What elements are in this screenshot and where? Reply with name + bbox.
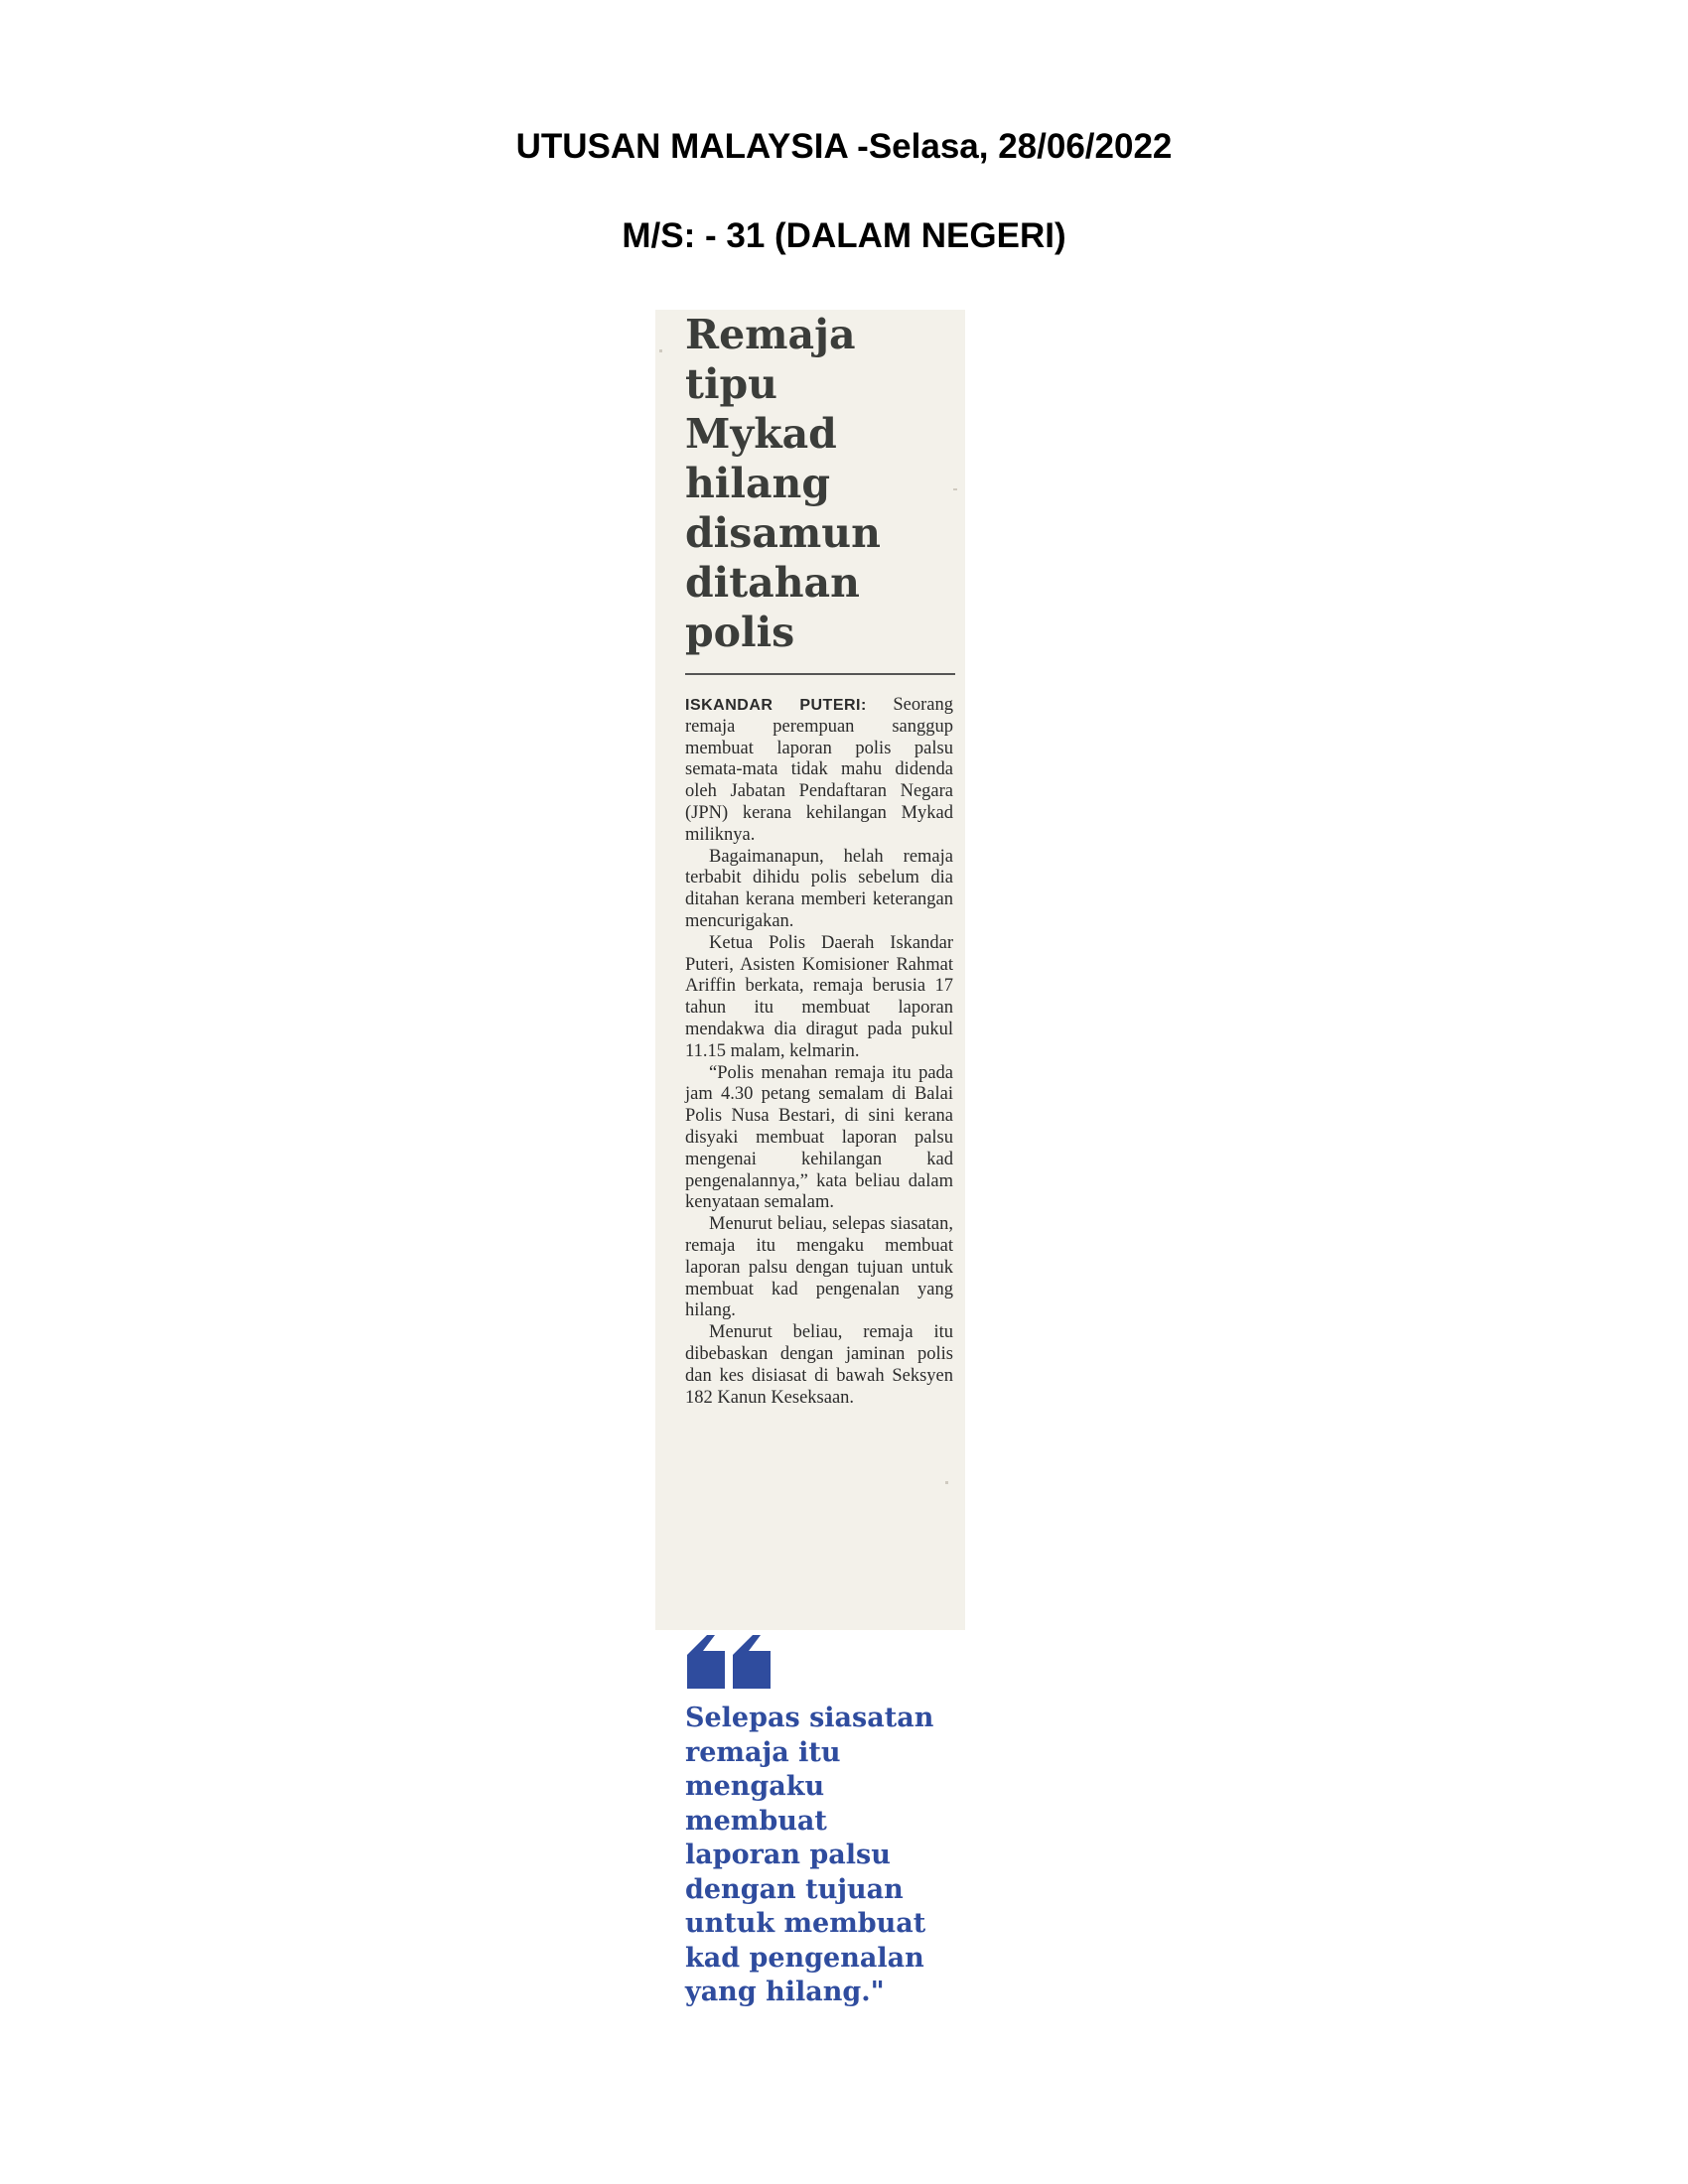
headline-line: ditahan xyxy=(685,559,860,607)
headline-line: polis xyxy=(685,609,795,656)
pull-quote xyxy=(685,1702,973,2010)
pull-quote-line: membuat xyxy=(685,1805,827,1837)
headline-line: disamun xyxy=(685,509,881,557)
pull-quote-line: dengan tujuan xyxy=(685,1873,904,1905)
headline-line: Mykad xyxy=(685,410,837,458)
dateline: ISKANDAR PUTERI: xyxy=(685,697,867,714)
newspaper-source-line: UTUSAN MALAYSIA -Selasa, 28/06/2022 xyxy=(515,127,1173,166)
article-paragraph: Bagaimanapun, helah remaja terbabit dihidu polis sebelum dia ditahan kerana memberi keterangan mencurigakan. xyxy=(685,846,953,931)
headline-line: Remaja xyxy=(685,311,856,358)
paper-speck xyxy=(945,1481,948,1484)
pull-quote-line: mengaku xyxy=(685,1771,825,1802)
paper-speck xyxy=(659,349,662,352)
page-section-line: M/S: - 31 (DALAM NEGERI) xyxy=(622,216,1066,255)
paragraph-text: Seorang remaja perempuan sanggup membuat laporan polis palsu semata-mata tidak mahu didenda oleh Jabatan Pendaftaran Negara (JPN) kerana kehilangan Mykad miliknya. xyxy=(685,695,954,845)
article-body xyxy=(685,695,953,1409)
newspaper-clipping xyxy=(655,310,965,2007)
article-headline xyxy=(685,310,953,657)
headline-divider xyxy=(685,673,955,675)
paper-speck xyxy=(953,488,957,490)
headline-line: tipu xyxy=(685,360,777,408)
article-paragraph: Ketua Polis Daerah Iskandar Puteri, Asisten Komisioner Rahmat Ariffin berkata, remaja berusia 17 tahun itu membuat laporan mendakwa dia diragut pada pukul 11.15 malam, kelmarin. xyxy=(685,932,953,1061)
pull-quote-line: laporan palsu xyxy=(685,1840,891,1870)
article-paragraph: Menurut beliau, selepas siasatan, remaja itu mengaku membuat laporan palsu dengan tujuan untuk membuat kad pengenalan yang hilang. xyxy=(685,1214,953,1321)
article-paragraph xyxy=(685,695,953,847)
pull-quote-line: kad pengenalan xyxy=(685,1942,924,1974)
article-paragraph: Menurut beliau, remaja itu dibebaskan dengan jaminan polis dan kes disiasat di bawah Seksyen 182 Kanun Keseksaan. xyxy=(685,1322,953,1408)
quote-mark-icon xyxy=(685,1635,774,1689)
headline-line: hilang xyxy=(685,460,831,507)
pull-quote-line: untuk membuat xyxy=(685,1908,926,1939)
pull-quote-line: Selepas siasatan xyxy=(685,1703,934,1733)
article-paragraph: “Polis menahan remaja itu pada jam 4.30 petang semalam di Balai Polis Nusa Bestari, di sini kerana disyaki membuat laporan palsu mengenai kehilangan kad pengenalannya,” kata beliau dalam kenyataan semalam. xyxy=(685,1062,953,1213)
pull-quote-line: yang hilang." xyxy=(685,1977,885,2007)
pull-quote-line: remaja itu xyxy=(685,1736,841,1768)
